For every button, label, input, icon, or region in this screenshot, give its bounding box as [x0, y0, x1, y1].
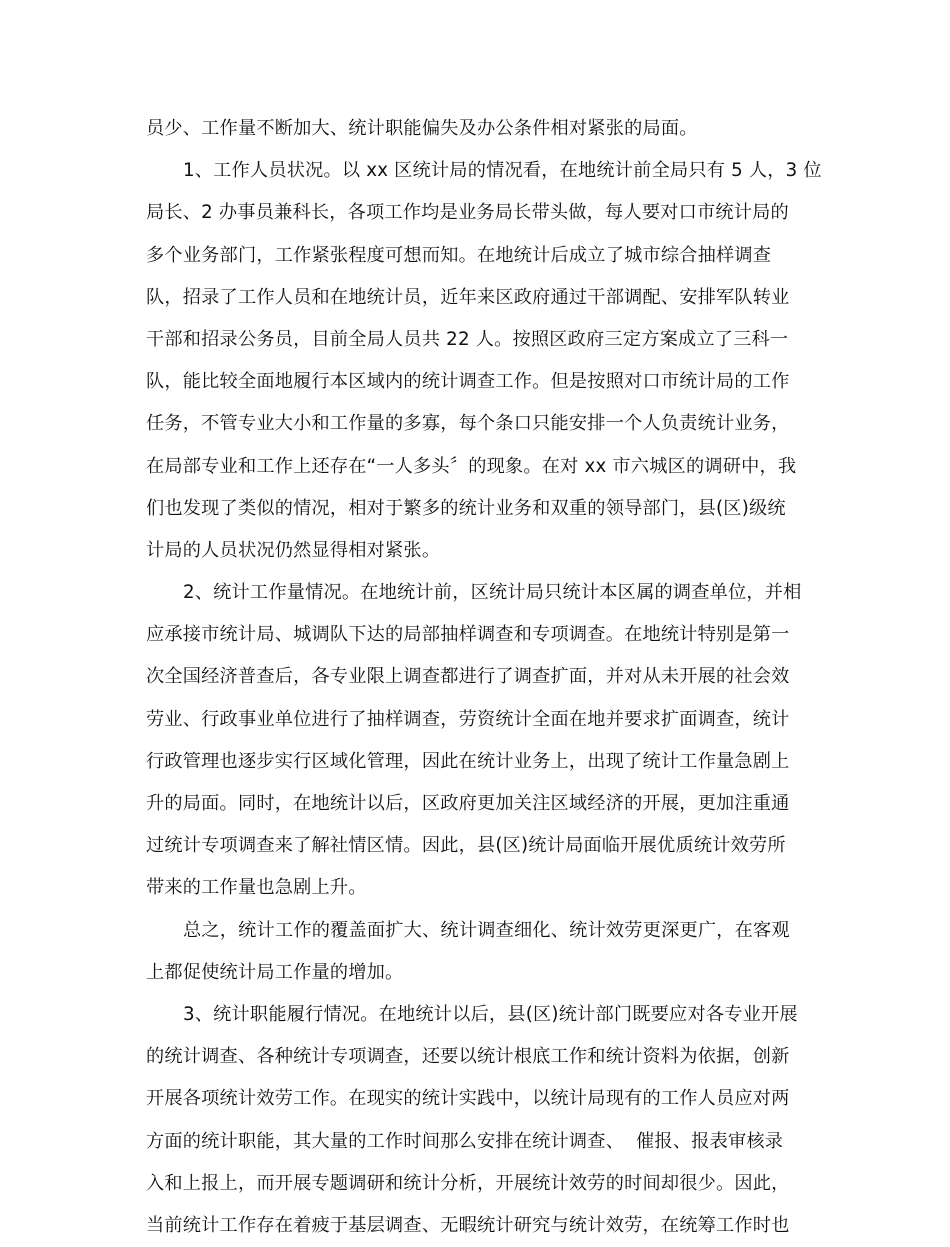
text-line: 员少、工作量不断加大、统计职能偏失及办公条件相对紧张的局面。 [146, 118, 698, 139]
text-line: 带来的工作量也急剧上升。 [146, 877, 367, 899]
text-line: 次全国经济普查后，各专业限上调查都进行了调查扩面，并对从未开展的社会效 [146, 666, 790, 688]
text-line: 劳业、行政事业单位进行了抽样调查，劳资统计全面在地并要求扩面调查，统计 [146, 708, 790, 730]
text-line: 干部和招录公务员，目前全局人员共 22 人。按照区政府三定方案成立了三科一 [146, 328, 789, 350]
text-line: 2、统计工作量情况。在地统计前，区统计局只统计本区属的调查单位，并相 [183, 582, 802, 604]
text-line: 升的局面。同时，在地统计以后，区政府更加关注区域经济的开展，更加注重通 [146, 793, 790, 814]
text-line: 当前统计工作存在着疲于基层调查、无暇统计研究与统计效劳，在统筹工作时也 [146, 1214, 790, 1236]
text-line: 队，招录了工作人员和在地统计员，近年来区政府通过干部调配、安排军队转业 [146, 286, 790, 308]
text-line: 多个业务部门，工作紧张程度可想而知。在地统计后成立了城市综合抽样调查 [146, 244, 772, 266]
text-line: 计局的人员状况仍然显得相对紧张。 [146, 539, 441, 561]
text-line: 开展各项统计效劳工作。在现实的统计实践中，以统计局现有的工作人员应对两 [146, 1088, 790, 1110]
text-line: 3、统计职能履行情况。在地统计以后，县(区)统计部门既要应对各专业开展 [183, 1003, 798, 1025]
text-line: 过统计专项调查来了解社情区情。因此，县(区)统计局面临开展优质统计效劳所 [146, 835, 786, 857]
text-line: 的统计调查、各种统计专项调查，还要以统计根底工作和统计资料为依据，创新 [146, 1046, 790, 1068]
document-body [146, 108, 822, 1247]
text-line: 在局部专业和工作上还存在“一人多头〞的现象。在对 xx 市六城区的调研中，我 [146, 455, 797, 477]
text-line: 们也发现了类似的情况，相对于繁多的统计业务和双重的领导部门，县(区)级统 [146, 497, 786, 519]
text-line: 入和上报上，而开展专题调研和统计分析，开展统计效劳的时间却很少。因此， [146, 1172, 790, 1194]
text-line: 总之，统计工作的覆盖面扩大、统计调查细化、统计效劳更深更广，在客观 [183, 919, 790, 941]
text-line: 局长、2 办事员兼科长，各项工作均是业务局长带头做，每人要对口市统计局的 [146, 202, 789, 224]
text-line: 方面的统计职能，其大量的工作时间那么安排在统计调查、 催报、报表审核录 [146, 1130, 784, 1152]
text-line: 行政管理也逐步实行区域化管理，因此在统计业务上，出现了统计工作量急剧上 [146, 750, 790, 772]
text-line: 任务，不管专业大小和工作量的多寡，每个条口只能安排一个人负责统计业务， [146, 413, 790, 435]
text-line: 上都促使统计局工作量的增加。 [146, 961, 404, 983]
text-line: 队，能比较全面地履行本区域内的统计调查工作。但是按照对口市统计局的工作 [146, 371, 790, 393]
text-line: 1、工作人员状况。以 xx 区统计局的情况看，在地统计前全局只有 5 人，3 位 [183, 160, 822, 182]
text-line: 应承接市统计局、城调队下达的局部抽样调查和专项调查。在地统计特别是第一 [146, 624, 790, 646]
